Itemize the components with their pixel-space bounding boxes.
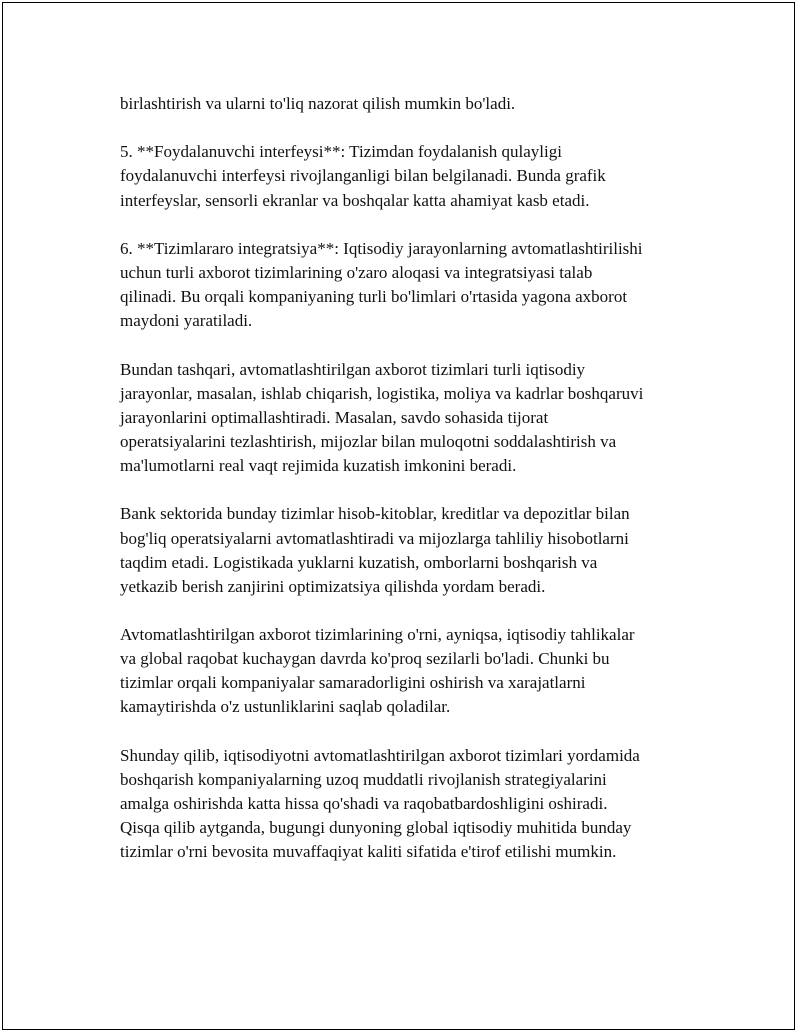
paragraph-banking-logistics: Bank sektorida bunday tizimlar hisob-kitoblar, kreditlar va depozitlar bilan bog'liq operatsiyalarni avtomatlashtiradi va mijozlarga tahliliy hisobotlarni taqdim etadi. Logistikada yuklarni kuzatish, omborlarni boshqarish va yetkazib berish zanjirini optimizatsiya qilishda yordam beradi. [120, 504, 630, 596]
paragraph-user-interface: 5. **Foydalanuvchi interfeysi**: Tizimdan foydalanish qulayligi foydalanuvchi interfeysi rivojlanganligi bilan belgilanadi. Bunda grafik interfeyslar, sensorli ekranlar va boshqalar katta ahamiyat kasb etadi. [120, 142, 606, 210]
paragraph-continuation: birlashtirish va ularni to'liq nazorat qilish mumkin bo'ladi. [120, 94, 516, 113]
document-page [2, 2, 795, 1030]
paragraph-system-integration: 6. **Tizimlararo integratsiya**: Iqtisodiy jarayonlarning avtomatlashtirilishi uchun turli axborot tizimlarining o'zaro aloqasi va integratsiyasi talab qilinadi. Bu orqali kompaniyaning turli bo'limlari o'rtasida yagona axborot maydoni yaratiladi. [120, 238, 643, 331]
paragraph-competitiveness: Avtomatlashtirilgan axborot tizimlarining o'rni, ayniqsa, iqtisodiy tahlikalar va global raqobat kuchaygan davrda ko'proq sezilarli bo'ladi. Chunki bu tizimlar orqali kompaniyalar samaradorligini oshirish va xarajatlarni kamaytirishda o'z ustunliklarini saqlab qoladilar. [120, 625, 635, 717]
paragraph-process-optimization: Bundan tashqari, avtomatlashtirilgan axborot tizimlari turli iqtisodiy jarayonlar, masalan, ishlab chiqarish, logistika, moliya va kadrlar boshqaruvi jarayonlarini optimallashtiradi. Masalan, savdo sohasida tijorat operatsiyalarini tezlashtirish, mijozlar bilan muloqotni soddalashtirish va ma'lumotlarni real vaqt rejimida kuzatish imkonini beradi. [120, 359, 644, 476]
document-body [120, 92, 710, 889]
paragraph-conclusion: Shunday qilib, iqtisodiyotni avtomatlashtirilgan axborot tizimlari yordamida boshqarish kompaniyalarning uzoq muddatli rivojlanish strategiyalarini amalga oshirishda katta hissa qo'shadi va raqobatbardoshligini oshiradi. Qisqa qilib aytganda, bugungi dunyoning global iqtisodiy muhitida bunday tizimlar o'rni bevosita muvaffaqiyat kaliti sifatida e'tirof etilishi mumkin. [120, 745, 640, 862]
